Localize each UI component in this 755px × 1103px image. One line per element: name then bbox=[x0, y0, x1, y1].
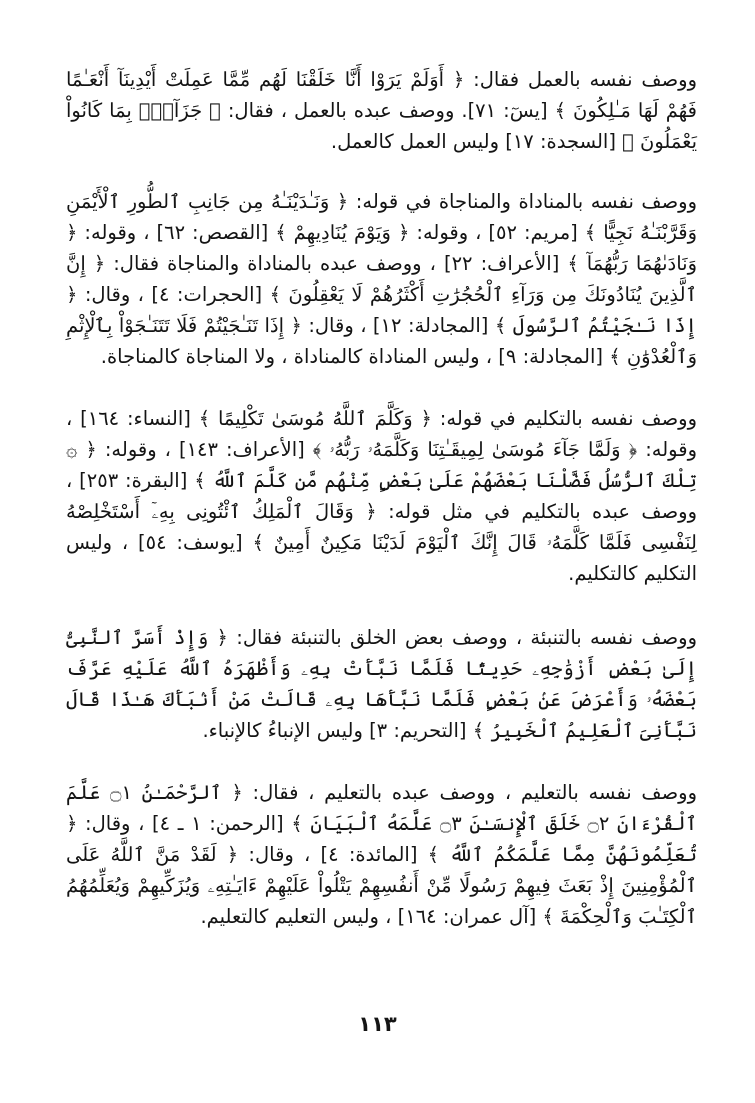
quran-verse: ﴿ وَيَوْمَ يُنَادِيهِمْ ﴾ bbox=[275, 221, 410, 244]
body-text: [السجدة: ١٧] وليس العمل كالعمل. bbox=[330, 130, 623, 153]
quran-verse: ﴿ وَنَـٰدَيْنَـٰهُ مِن جَانِبِ ٱلطُّورِ ٱلْأَيْمَنِ وَقَرَّبْنَـٰهُ نَجِيًّا ﴾ bbox=[66, 190, 698, 244]
body-text: [المجادلة: ١٢] ، وقال: bbox=[301, 314, 495, 337]
body-text: [النساء: ١٦٤] ، وقوله: bbox=[66, 407, 697, 461]
quran-verse: ﴿ جَزَآءًۢ بِمَا كَانُواْ يَعْمَلُونَ ﴾ bbox=[66, 99, 697, 153]
body-text: [التحريم: ٣] وليس الإنباءُ كالإنباء. bbox=[202, 719, 473, 742]
body-text: ووصف نفسه بالمناداة والمناجاة في قوله: bbox=[348, 190, 697, 213]
body-text: [مريم: ٥٢] ، وقوله: bbox=[409, 221, 585, 244]
quran-verse: ﴿ تُعَلِّمُونَهُنَّ مِمَّا عَلَّمَكُمُ ٱللَّهُ ﴾ bbox=[66, 812, 698, 866]
body-text: [يسٓ: ٧١]. ووصف عبده بالعمل ، فقال: bbox=[220, 99, 555, 122]
body-text: [القصص: ٦٢] ، وقوله: bbox=[77, 221, 276, 244]
body-text: [الأعراف: ٢٢] ، ووصف عبده بالمناداة والمناجاة فقال: bbox=[105, 252, 568, 275]
body-text: [المائدة: ٤] ، وقال: bbox=[238, 843, 428, 866]
body-text: [البقرة: ٢٥٣] ، ووصف عبده بالتكليم في مثل قوله: bbox=[66, 469, 697, 523]
quran-verse: ﴿ إِنَّ ٱلَّذِينَ يُنَادُونَكَ مِن وَرَآءِ ٱلْحُجُرَٰتِ أَكْثَرُهُمْ لَا يَعْقِلُونَ ﴾ bbox=[66, 252, 698, 306]
body-text: [الحجرات: ٤] ، وقال: bbox=[77, 283, 270, 306]
paragraph-informing bbox=[66, 622, 697, 746]
body-text: ووصف نفسه بالتكليم في قوله: bbox=[431, 407, 698, 430]
quran-verse: ﴿ إِذَا تَنَـٰجَيْتُمْ فَلَا تَتَنَـٰجَوْاْ بِٱلْإِثْمِ وَٱلْعُدْوَٰنِ ﴾ bbox=[66, 314, 697, 368]
body-text: [الأعراف: ١٤٣] ، وقوله: bbox=[96, 438, 313, 461]
quran-verse: ﴿ وَقَالَ ٱلْمَلِكُ ٱئْتُونِى بِهِۦٓ أَسْتَخْلِصْهُ لِنَفْسِى فَلَمَّا كَلَّمَهُۥ قَالَ إِنَّكَ ٱلْيَوْمَ لَدَيْنَا مَكِينٌ أَمِينٌ ﴾ bbox=[66, 500, 697, 554]
quran-verse: ﴿ ٱلرَّحْمَـٰنُ ۝١ عَلَّمَ ٱلْقُرْءَانَ ۝٢ خَلَقَ ٱلْإِنسَـٰنَ ۝٣ عَلَّمَهُ ٱلْبَيَانَ ﴾ bbox=[66, 781, 697, 835]
quran-verse: ﴿ وَكَلَّمَ ٱللَّهُ مُوسَىٰ تَكْلِيمًا ﴾ bbox=[198, 407, 432, 430]
quran-verse: ﴿ إِذَا نَـٰجَيْتُمُ ٱلرَّسُولَ ﴾ bbox=[66, 283, 697, 337]
body-text: ووصف نفسه بالتنبئة ، ووصف بعض الخلق بالتنبئة فقال: bbox=[227, 626, 697, 649]
body-text: [المجادلة: ٩] ، وليس المناداة كالمناداة ، ولا المناجاة كالمناجاة. bbox=[100, 345, 610, 368]
body-text: [آل عمران: ١٦٤] ، وليس التعليم كالتعليم. bbox=[200, 905, 543, 928]
body-text: [يوسف: ٥٤] ، وليس التكليم كالتكليم. bbox=[66, 531, 697, 585]
body-text: ووصف نفسه بالتعليم ، ووصف عبده بالتعليم ، فقال: bbox=[242, 781, 697, 804]
quran-verse: ﴿ أَوَلَمْ يَرَوْا أَنَّا خَلَقْنَا لَهُم مِّمَّا عَمِلَتْ أَيْدِينَآ أَنْعَـٰمًا فَهُمْ لَهَا مَـٰلِكُونَ ﴾ bbox=[66, 68, 697, 122]
paragraph-work bbox=[66, 64, 697, 157]
quran-verse: ﴿ لَقَدْ مَنَّ ٱللَّهُ عَلَى ٱلْمُؤْمِنِينَ إِذْ بَعَثَ فِيهِمْ رَسُولًا مِّنْ أَنفُسِهِمْ يَتْلُواْ عَلَيْهِمْ ءَايَـٰتِهِۦ وَيُزَكِّيهِمْ وَيُعَلِّمُهُمُ ٱلْكِتَـٰبَ وَٱلْحِكْمَةَ ﴾ bbox=[66, 843, 697, 928]
body-text: ووصف نفسه بالعمل فقال: bbox=[464, 68, 697, 91]
paragraph-speaking bbox=[66, 403, 697, 589]
quran-verse: ﴿ ۞ تِلْكَ ٱلرُّسُلُ فَضَّلْنَا بَعْضَهُمْ عَلَىٰ بَعْضٍ مِّنْهُم مَّن كَلَّمَ ٱللَّهُ ﴾ bbox=[66, 438, 697, 492]
body-text: [الرحمن: ١ ـ ٤] ، وقال: bbox=[77, 812, 292, 835]
quran-verse: ﴿ وَلَمَّا جَآءَ مُوسَىٰ لِمِيقَـٰتِنَا وَكَلَّمَهُۥ رَبُّهُۥ ﴾ bbox=[312, 438, 638, 461]
paragraph-calling-and-confiding bbox=[66, 186, 697, 372]
paragraph-teaching bbox=[66, 777, 697, 932]
quran-verse: ﴿ وَإِذْ أَسَرَّ ٱلنَّبِىُّ إِلَىٰ بَعْضِ أَزْوَٰجِهِۦ حَدِيثًا فَلَمَّا نَبَّأَتْ بِهِۦ وَأَظْهَرَهُ ٱللَّهُ عَلَيْهِ عَرَّفَ بَعْضَهُۥ وَأَعْرَضَ عَنۢ بَعْضٍ فَلَمَّا نَبَّأَهَا بِهِۦ قَالَتْ مَنْ أَنۢبَأَكَ هَـٰذَا قَالَ نَبَّأَنِىَ ٱلْعَلِيمُ ٱلْخَبِيرُ ﴾ bbox=[66, 626, 697, 742]
page-number: ١١٣ bbox=[358, 1012, 397, 1036]
quran-verse: ﴿ وَنَادَىٰهُمَا رَبُّهُمَآ ﴾ bbox=[66, 221, 697, 275]
